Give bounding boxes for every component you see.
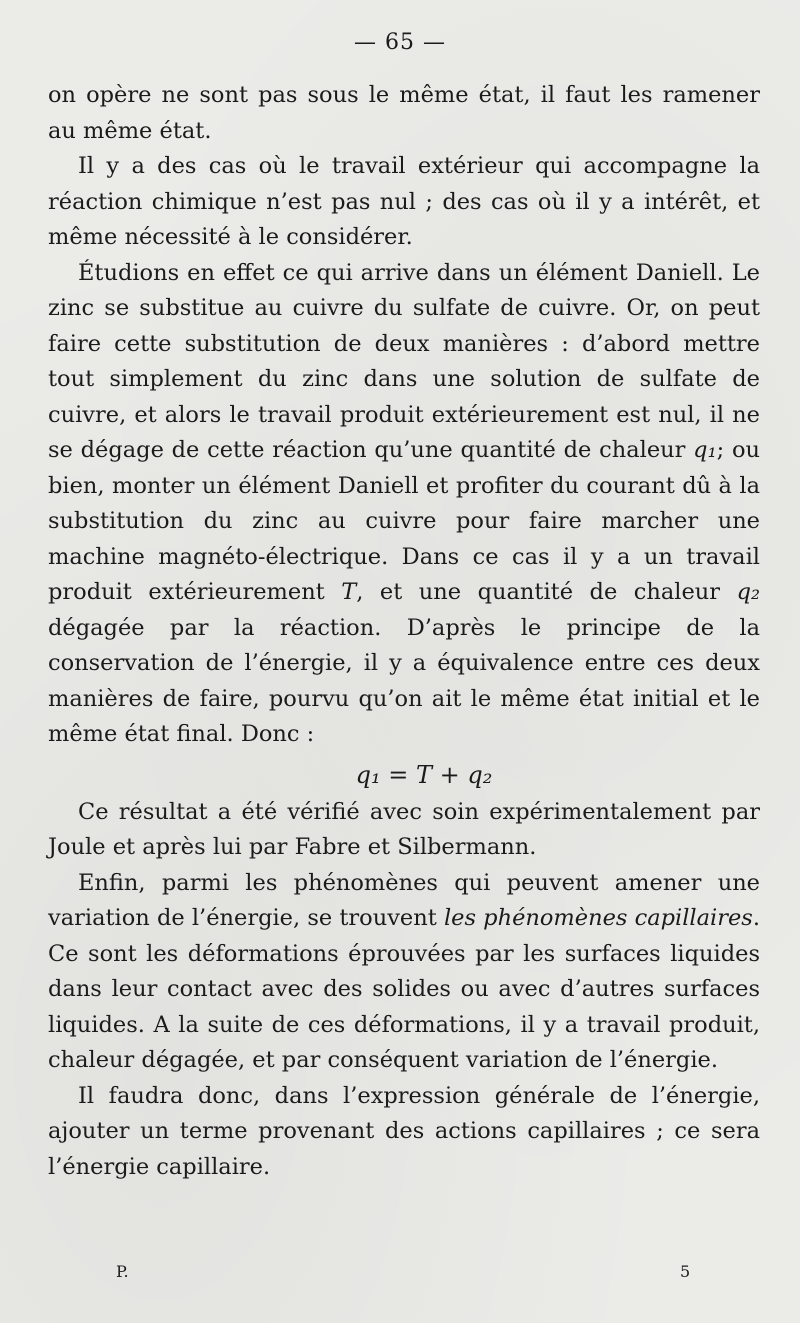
- signature-mark-left: P.: [116, 1262, 129, 1281]
- body-text: [48, 78, 760, 1185]
- equation-lhs: q₁: [355, 760, 381, 789]
- paragraph-6: Il faudra donc, dans l’expression générale de l’énergie, ajouter un terme provenant des actions capillaires ; ce sera l’énergie capillaire.: [48, 1082, 760, 1180]
- signature-mark-right: 5: [680, 1262, 691, 1281]
- paragraph-3-part-1: Étudions en effet ce qui arrive dans un élément Daniell. Le zinc se substitue au cuivre du sulfate de cuivre. Or, on peut faire cette substitution de deux manières : d’abord mettre tout simplement du zinc dans une solution de sulfate de cuivre, et alors le travail produit extérieurement est nul, il ne se dégage de cette réaction qu’une quantité de chaleur: [48, 259, 760, 463]
- paragraph-5-part-2: . Ce sont les déformations éprouvées par les surfaces liquides dans leur contact avec des solides ou avec d’autres surfaces liquides. A la suite de ces déformations, il y a travail produit, chaleur dégagée, et par conséquent variation de l’énergie.: [48, 905, 760, 1073]
- variable-t: T: [341, 579, 357, 605]
- equation-equals: =: [380, 760, 416, 789]
- paragraph-4: Ce résultat a été vérifié avec soin expérimentalement par Joule et après lui par Fabre et Silbermann.: [48, 798, 760, 860]
- paragraph-5-part-1: Enfin, parmi les phénomènes qui peuvent amener une variation de l’énergie, se trouvent: [48, 869, 760, 931]
- paragraph-3: [48, 256, 760, 753]
- paragraph-5: [48, 866, 760, 1079]
- variable-q2: q₂: [736, 579, 760, 605]
- equation: [48, 755, 760, 795]
- paragraph-3-part-4: dégagée par la réaction. D’après le principe de la conservation de l’énergie, il y a équivalence entre ces deux manières de faire, pourvu qu’on ait le même état initial et le même état final. Donc :: [48, 614, 760, 747]
- emphasis-capillary: les phénomènes capillaires: [443, 905, 753, 931]
- paragraph-1: on opère ne sont pas sous le même état, il faut les ramener au même état.: [48, 82, 760, 144]
- variable-q1: q₁: [693, 437, 717, 463]
- paragraph-3-part-2: ; ou bien, monter un élément Daniell et profiter du courant dû à la substitution du zinc au cuivre pour faire marcher une machine magnéto-électrique. Dans ce cas il y a un travail produit extérieurement: [48, 437, 760, 605]
- paragraph-2: Il y a des cas où le travail extérieur qui accompagne la réaction chimique n’est pas nul ; des cas où il y a intérêt, et même nécessité à le considérer.: [48, 153, 760, 250]
- equation-rhs: T + q₂: [416, 760, 493, 789]
- page-number: — 65 —: [354, 30, 446, 55]
- paragraph-3-part-3: , et une quantité de chaleur: [356, 579, 737, 605]
